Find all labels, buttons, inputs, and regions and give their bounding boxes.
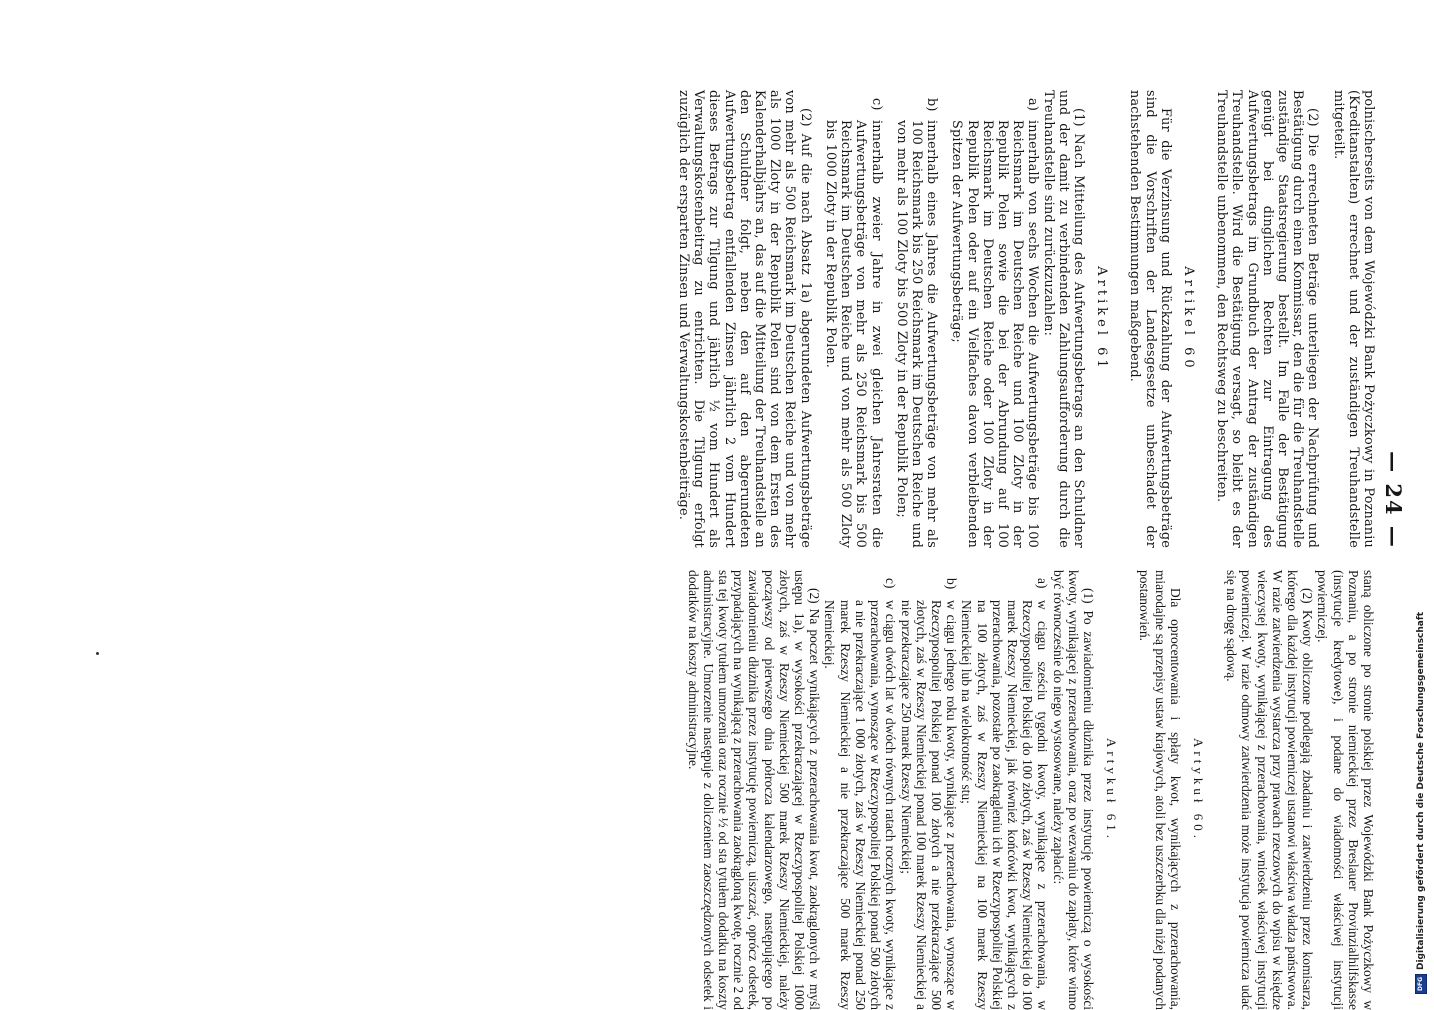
polish-item-a <box>959 570 1050 1010</box>
polish-article-61-paragraph-1: (1) Po zawiadomieniu dłużnika przez instytucję powierniczą o wysokości kwoty, wynikającej z przerachowania, oraz po wezwaniu do zapłaty, które winno być równocześnie do niego wystosowane, należy zapłacić: <box>1050 570 1096 1010</box>
german-paragraph-2: (2) Die errechneten Beträge unterliegen der Nachprüfung und Bestätigung durch einen Kommissar, den die für die Treuhandstelle zuständige Staatsregierung bestellt. Im Falle der Bestätigung genügt bei dinglichen Rechten zur Eintragung des Aufwertungsbetrags im Grundbuch der Antrag der zuständigen Treuhandstelle. Wird die Bestätigung versagt, so bleibt es der Treuhandstelle unbenommen, den Rechtsweg zu beschreiten. <box>1214 90 1321 548</box>
german-item-c-label: c) <box>868 98 884 111</box>
german-article-61-paragraph-1: (1) Nach Mitteilung des Aufwertungsbetrags an den Schuldner und der damit zu verbindenden Zahlungsaufforderung durch die Treuhandstelle sind zurückzuzahlen: <box>1040 90 1086 548</box>
polish-article-60-heading: Artykuł 60. <box>1190 738 1206 842</box>
digitization-footer <box>1413 394 1429 994</box>
german-intro: polnischerseits von dem Wojewódzki Bank Pożyczkowy in Poznaniu (Kreditanstalten) errechnet und der zuständigen Treuhandstelle mitgeteilt. <box>1330 90 1376 548</box>
polish-article-60-text: Dla oprocentowania i spłaty kwot, wynikających z przerachowania, miarodajne są przepisy ustaw krajowych, atoli bez uszczerbku dla niżej podanych postanowień. <box>1137 570 1183 1010</box>
scan-speck <box>96 652 99 655</box>
polish-item-c-label: c) <box>883 578 899 589</box>
german-item-a-text: innerhalb von sechs Wochen die Aufwertungsbeträge bis 100 Reichsmark im Deutschen Reiche und 100 Zloty in der Republik Polen sowie die bei der Abrundung auf 100 Reichsmark im Deutschen Reiche oder 100 Zloty in der Republik Polen oder auf ein Vielfaches davon verbleibenden Spitzen der Aufwertungsbeträge; <box>949 120 1041 548</box>
polish-article-61-heading: Artykuł 61. <box>1104 738 1120 842</box>
polish-item-c-text: w ciągu dwóch lat w dwóch równych ratach rocznych kwoty, wynikające z przerachowania, wynoszące w Rzeczypospolitej Polskiej ponad 500 złotych a nie przekraczające 1 000 złotych, zaś w Rzeszy Niemieckiej ponad 250 marek Rzeszy Niemieckiej a nie przekraczające 500 marek Rzeszy Niemieckiej. <box>822 600 899 1010</box>
polish-item-a-label: a) <box>1035 578 1051 589</box>
polish-item-c <box>822 570 898 1010</box>
german-item-c <box>823 90 884 548</box>
polish-item-a-text: w ciągu sześciu tygodni kwoty, wynikające z przerachowania, w Rzeczypospolitej Polskiej do 100 złotych, zaś w Rzeszy Niemieckiej do 100 marek Rzeszy Niemieckiej, jak również końcówki kwot, wynikających z przerachowania, pozostałe po zaokrągleniu ich w Rzeczypospolitej Polskiej na 100 złotych, zaś w Rzeszy Niemieckiej na 100 marek Rzeszy Niemieckiej lub na wielokrotność stu; <box>959 600 1051 1010</box>
german-article-60-text: Für die Verzinsung und Rückzahlung der Aufwertungsbeträge sind die Vorschriften der Landesgesetze unbeschadet der nachstehenden Bestimmungen maßgebend. <box>1127 90 1173 548</box>
polish-item-b-label: b) <box>944 578 960 590</box>
german-item-b-label: b) <box>924 98 940 112</box>
german-item-b <box>894 90 940 548</box>
polish-item-b <box>898 570 959 1010</box>
polish-paragraph-2: (2) Kwoty obliczone podlegają zbadaniu i zatwierdzeniu przez komisarza, którego dla każdej instytucji powierniczej ustanowi właściwa władza państwowa. W razie zatwierdzenia wystarcza przy prawach rzeczowych do wpisu w księdze wieczystej kwoty, wynikającej z przerachowania, wniosek właściwej instytucji powierniczej. W razie odmowy zatwierdzenia może instytucja powiernicza udać się na drogę sądową. <box>1224 570 1316 1010</box>
polish-intro: staną obliczone po stronie polskiej przez Wojewódzki Bank Pożyczkowy w Poznaniu, a po stronie niemieckiej przez Breslauer Provinzialhilfskasse (instytucje kredytowe), i podane do wiadomości właściwej instytucji powierniczej. <box>1315 570 1376 1010</box>
polish-column <box>685 570 1376 1010</box>
german-item-a-label: a) <box>1025 98 1041 112</box>
polish-article-61-paragraph-2: (2) Na poczet wynikających z przerachowania kwot, zaokrąglonych w myśl ustępu 1a), w wysokości przekraczającej w Rzeczypospolitej Polskiej 1000 złotych, zaś w Rzeszy Niemieckiej 500 marek Rzeszy Niemieckiej, należy począwszy od pierwszego dnia półrocza kalendarzowego, następującego po zawiadomieniu dłużnika przez instytucję powierniczą, uiszczać, oprócz odsetek, przypadających na wynikającą z przerachowania zaokrągloną kwotę, rocznie 2 od sta tej kwoty tytułem umorzenia oraz rocznie ½ od sta tytułem dodatku na koszty administracyjne. Umorzenie następuje z doliczeniem zaoszczędzonych odsetek i dodatków na koszty administracyjne. <box>685 570 823 1010</box>
polish-item-b-text: w ciągu jednego roku kwoty, wynikające z przerachowania, wynoszące w Rzeczypospolitej Polskiej ponad 100 złotych a nie przekraczające 500 złotych, zaś w Rzeszy Niemieckiej ponad 100 marek Rzeszy Niemieckiej a nie przekraczające 250 marek Rzeszy Niemieckiej; <box>898 600 960 1010</box>
german-item-b-text: innerhalb eines Jahres die Aufwertungsbeträge von mehr als 100 Reichsmark bis 250 Reichsmark im Deutschen Reiche und von mehr als 100 Zloty bis 500 Zloty in der Republik Polen; <box>893 120 940 548</box>
german-article-61-paragraph-2: (2) Auf die nach Absatz 1a) abgerundeten Aufwertungsbeträge von mehr als 500 Reichsmark im Deutschen Reiche und von mehr als 1000 Zloty in der Republik Polen sind von dem Ersten des Kalenderhalbjahrs an, das auf die Mitteilung der Treuhandstelle an den Schuldner folgt, neben den auf den abgerundeten Aufwertungsbetrag entfallenden Zinsen jährlich 2 vom Hundert dieses Betrags zur Tilgung und jährlich ½ vom Hundert als Verwaltungskostenbeitrag zu entrichten. Die Tilgung erfolgt zuzüglich der ersparten Zinsen und Verwaltungskostenbeiträge. <box>676 90 813 548</box>
digitization-credit: Digitalisierung gefördert durch die Deutsche Forschungsgemeinschaft <box>1416 611 1426 970</box>
german-article-61-heading: Artikel 61 <box>1094 266 1110 372</box>
german-column <box>676 90 1376 548</box>
german-item-c-text: innerhalb zweier Jahre in zwei gleichen Jahresraten die Aufwertungsbeträge von mehr als 250 Reichsmark bis 500 Reichsmark im Deutschen Reiche und von mehr als 500 Zloty bis 1000 Zloty in der Republik Polen. <box>822 120 884 548</box>
page-number: — 24 — <box>1381 451 1406 549</box>
dfg-logo-icon: DFG <box>1415 974 1427 994</box>
german-article-60-heading: Artikel 60 <box>1180 266 1196 372</box>
german-item-a <box>949 90 1040 548</box>
